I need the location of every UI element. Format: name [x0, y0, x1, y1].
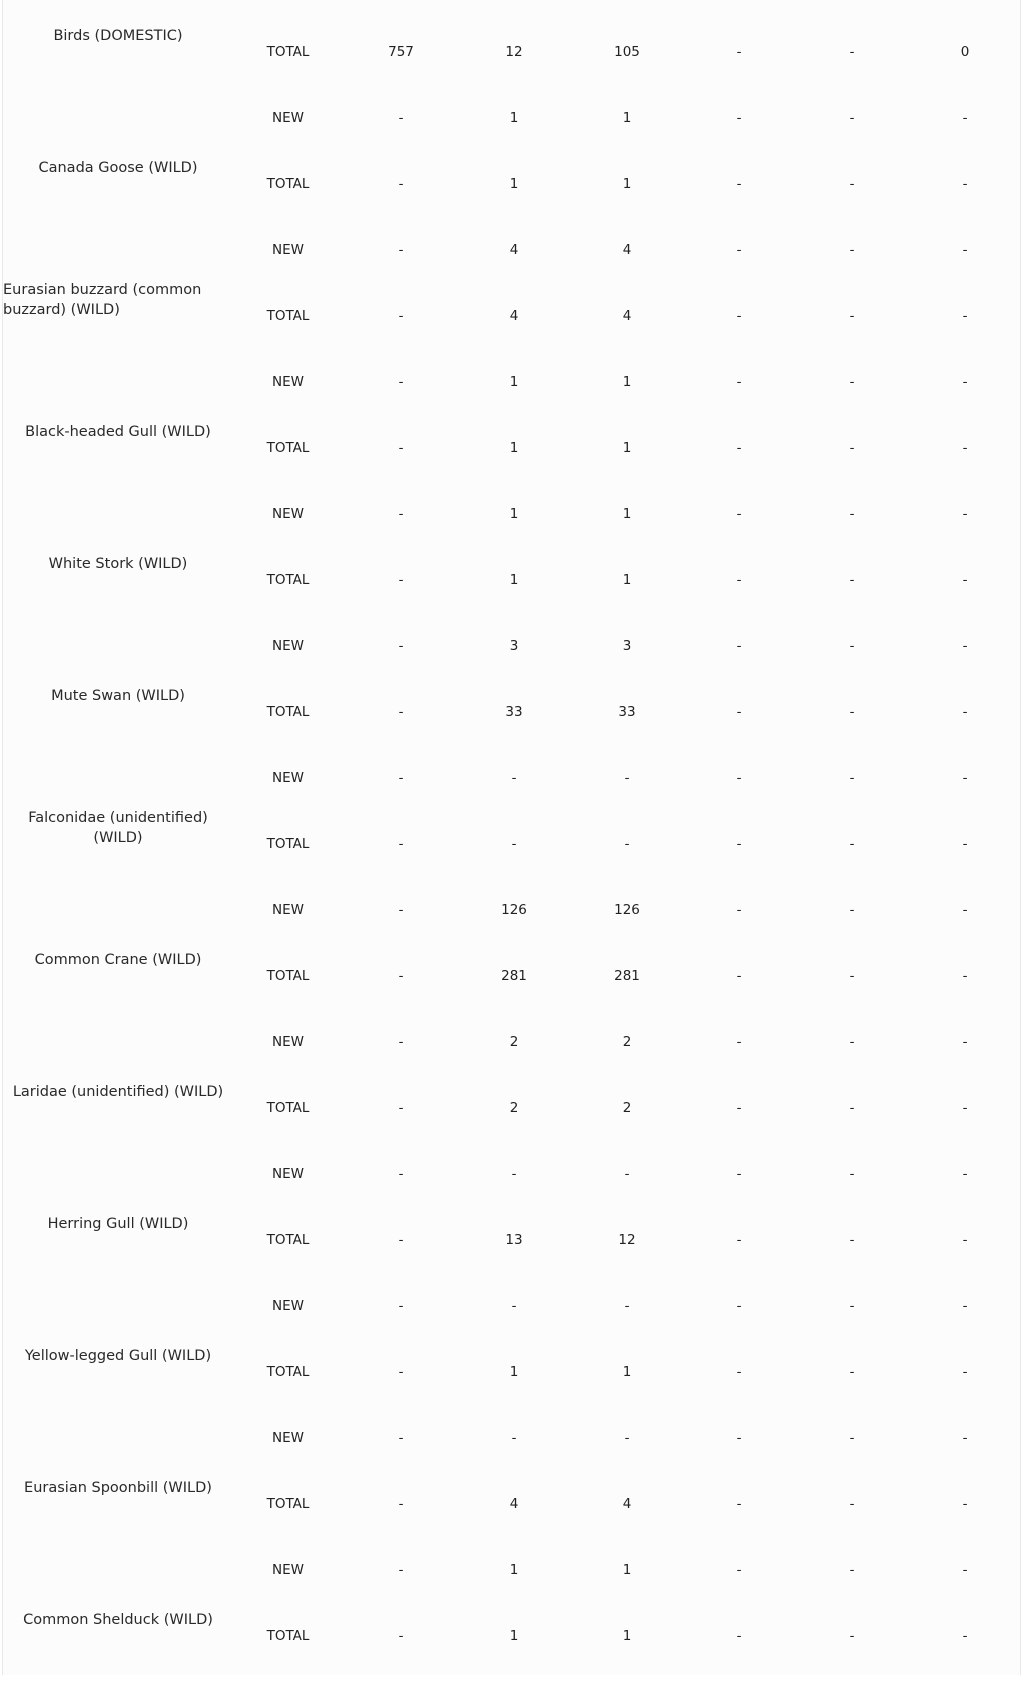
value-cell: -: [962, 836, 968, 852]
value-cell: -: [511, 1298, 517, 1314]
row-label: TOTAL: [266, 1364, 310, 1380]
value-cell: 3: [509, 638, 519, 654]
total-row: [3, 1362, 1020, 1382]
total-row: [3, 1626, 1020, 1646]
new-row: [3, 1428, 1020, 1448]
value-cell: -: [624, 1298, 630, 1314]
total-row: [3, 702, 1020, 722]
value-cell: -: [398, 1232, 404, 1248]
species-name: Mute Swan (WILD): [51, 688, 185, 704]
row-label: TOTAL: [266, 1628, 310, 1644]
value-cell: 1: [509, 374, 519, 390]
value-cell: -: [398, 1628, 404, 1644]
new-row: [3, 108, 1020, 128]
new-row: [3, 504, 1020, 524]
outbreak-table: [2, 0, 1021, 1675]
species-name: Laridae (unidentified) (WILD): [12, 1084, 224, 1100]
value-cell: -: [962, 1496, 968, 1512]
species-group: [3, 1158, 1020, 1290]
value-cell: -: [398, 440, 404, 456]
value-cell: -: [398, 242, 404, 258]
value-cell: -: [736, 572, 742, 588]
species-group: [3, 630, 1020, 762]
value-cell: -: [398, 1100, 404, 1116]
value-cell: -: [962, 638, 968, 654]
value-cell: -: [736, 968, 742, 984]
value-cell: -: [849, 242, 855, 258]
value-cell: 4: [509, 308, 519, 324]
value-cell: -: [962, 1166, 968, 1182]
total-row: [3, 306, 1020, 326]
value-cell: -: [398, 968, 404, 984]
value-cell: -: [849, 440, 855, 456]
value-cell: -: [624, 1166, 630, 1182]
value-cell: -: [736, 1166, 742, 1182]
row-label: NEW: [272, 902, 304, 918]
value-cell: -: [962, 242, 968, 258]
row-label: TOTAL: [266, 704, 310, 720]
value-cell: 1: [509, 1562, 519, 1578]
total-row: [3, 42, 1020, 62]
value-cell: 1: [509, 176, 519, 192]
species-name: Black-headed Gull (WILD): [25, 424, 211, 440]
species-group: [3, 366, 1020, 498]
value-cell: -: [398, 308, 404, 324]
row-label: TOTAL: [266, 836, 310, 852]
value-cell: 1: [622, 110, 632, 126]
value-cell: 12: [618, 1232, 636, 1248]
species-name: Birds (DOMESTIC): [53, 28, 183, 44]
value-cell: -: [849, 1430, 855, 1446]
row-label: TOTAL: [266, 968, 310, 984]
total-row: [3, 1494, 1020, 1514]
value-cell: 3: [622, 638, 632, 654]
value-cell: -: [962, 1298, 968, 1314]
row-label: TOTAL: [266, 572, 310, 588]
value-cell: 1: [509, 440, 519, 456]
value-cell: 126: [501, 902, 527, 918]
species-name: Eurasian buzzard (common buzzard) (WILD): [3, 282, 202, 318]
value-cell: 1: [509, 1628, 519, 1644]
value-cell: 126: [614, 902, 640, 918]
new-row: [3, 1164, 1020, 1184]
species-group: [3, 0, 1020, 102]
row-label: NEW: [272, 242, 304, 258]
species-group: [3, 498, 1020, 630]
value-cell: -: [736, 374, 742, 390]
value-cell: -: [736, 1100, 742, 1116]
value-cell: -: [849, 1232, 855, 1248]
value-cell: -: [849, 44, 855, 60]
row-label: NEW: [272, 1034, 304, 1050]
value-cell: -: [849, 110, 855, 126]
value-cell: -: [962, 902, 968, 918]
value-cell: -: [398, 374, 404, 390]
value-cell: -: [736, 308, 742, 324]
value-cell: 1: [622, 506, 632, 522]
value-cell: -: [962, 176, 968, 192]
value-cell: -: [849, 1034, 855, 1050]
value-cell: -: [736, 44, 742, 60]
new-row: [3, 900, 1020, 920]
value-cell: 1: [509, 572, 519, 588]
species-group: [3, 1026, 1020, 1158]
species-group: [3, 1554, 1020, 1686]
value-cell: -: [736, 1628, 742, 1644]
value-cell: -: [624, 1430, 630, 1446]
value-cell: -: [962, 506, 968, 522]
value-cell: -: [511, 770, 517, 786]
row-label: TOTAL: [266, 440, 310, 456]
value-cell: -: [849, 308, 855, 324]
value-cell: -: [849, 1298, 855, 1314]
species-name: White Stork (WILD): [48, 556, 188, 572]
value-cell: -: [849, 1364, 855, 1380]
species-group: [3, 762, 1020, 894]
value-cell: -: [962, 770, 968, 786]
value-cell: 4: [509, 242, 519, 258]
value-cell: -: [511, 836, 517, 852]
new-row: [3, 372, 1020, 392]
value-cell: -: [962, 1628, 968, 1644]
new-row: [3, 1560, 1020, 1580]
value-cell: 4: [622, 1496, 632, 1512]
value-cell: -: [398, 704, 404, 720]
row-label: TOTAL: [266, 1496, 310, 1512]
value-cell: -: [398, 1166, 404, 1182]
value-cell: 1: [622, 176, 632, 192]
value-cell: 33: [618, 704, 636, 720]
total-row: [3, 834, 1020, 854]
value-cell: -: [736, 110, 742, 126]
value-cell: 4: [509, 1496, 519, 1512]
value-cell: -: [398, 836, 404, 852]
value-cell: 2: [509, 1100, 519, 1116]
value-cell: 4: [622, 308, 632, 324]
value-cell: -: [849, 902, 855, 918]
value-cell: -: [962, 1562, 968, 1578]
value-cell: -: [849, 1166, 855, 1182]
species-name: Canada Goose (WILD): [38, 160, 198, 176]
row-label: TOTAL: [266, 1232, 310, 1248]
value-cell: -: [849, 770, 855, 786]
value-cell: -: [736, 770, 742, 786]
total-row: [3, 1230, 1020, 1250]
value-cell: -: [962, 1364, 968, 1380]
value-cell: -: [962, 1100, 968, 1116]
species-name: Herring Gull (WILD): [47, 1216, 189, 1232]
value-cell: -: [398, 506, 404, 522]
value-cell: -: [849, 1562, 855, 1578]
value-cell: 1: [622, 1562, 632, 1578]
value-cell: -: [398, 176, 404, 192]
value-cell: -: [398, 902, 404, 918]
value-cell: -: [736, 1298, 742, 1314]
value-cell: -: [624, 836, 630, 852]
value-cell: -: [962, 1034, 968, 1050]
species-group: [3, 1290, 1020, 1422]
value-cell: -: [736, 1034, 742, 1050]
value-cell: 2: [622, 1034, 632, 1050]
value-cell: -: [398, 1496, 404, 1512]
value-cell: -: [624, 770, 630, 786]
value-cell: 4: [622, 242, 632, 258]
species-group: [3, 102, 1020, 234]
value-cell: 1: [509, 1364, 519, 1380]
value-cell: -: [962, 110, 968, 126]
value-cell: -: [736, 1496, 742, 1512]
total-row: [3, 570, 1020, 590]
row-label: NEW: [272, 1430, 304, 1446]
value-cell: 281: [501, 968, 527, 984]
value-cell: -: [849, 1628, 855, 1644]
value-cell: -: [962, 374, 968, 390]
total-row: [3, 438, 1020, 458]
value-cell: -: [736, 176, 742, 192]
value-cell: 1: [622, 374, 632, 390]
value-cell: -: [511, 1166, 517, 1182]
value-cell: -: [736, 902, 742, 918]
value-cell: -: [962, 1430, 968, 1446]
species-group: [3, 234, 1020, 366]
value-cell: 757: [388, 44, 414, 60]
row-label: TOTAL: [266, 308, 310, 324]
value-cell: -: [398, 1364, 404, 1380]
value-cell: -: [736, 1430, 742, 1446]
species-name: Common Shelduck (WILD): [23, 1612, 213, 1628]
new-row: [3, 768, 1020, 788]
value-cell: 13: [505, 1232, 523, 1248]
value-cell: 1: [622, 1628, 632, 1644]
value-cell: 281: [614, 968, 640, 984]
value-cell: -: [398, 1034, 404, 1050]
species-name: Eurasian Spoonbill (WILD): [24, 1480, 212, 1496]
value-cell: 1: [509, 110, 519, 126]
row-label: TOTAL: [266, 1100, 310, 1116]
value-cell: -: [849, 176, 855, 192]
value-cell: -: [398, 110, 404, 126]
value-cell: -: [398, 770, 404, 786]
value-cell: -: [736, 836, 742, 852]
new-row: [3, 1296, 1020, 1316]
value-cell: -: [736, 704, 742, 720]
value-cell: -: [849, 704, 855, 720]
value-cell: -: [398, 1562, 404, 1578]
value-cell: -: [962, 308, 968, 324]
value-cell: -: [398, 638, 404, 654]
new-row: [3, 1032, 1020, 1052]
row-label: NEW: [272, 638, 304, 654]
value-cell: -: [849, 968, 855, 984]
value-cell: 33: [505, 704, 523, 720]
value-cell: 0: [960, 44, 970, 60]
value-cell: -: [962, 968, 968, 984]
value-cell: -: [849, 638, 855, 654]
species-group: [3, 1422, 1020, 1554]
value-cell: 1: [509, 506, 519, 522]
row-label: NEW: [272, 1166, 304, 1182]
value-cell: -: [736, 638, 742, 654]
value-cell: -: [511, 1430, 517, 1446]
total-row: [3, 174, 1020, 194]
row-label: NEW: [272, 1298, 304, 1314]
value-cell: -: [849, 506, 855, 522]
value-cell: -: [398, 1430, 404, 1446]
value-cell: -: [736, 506, 742, 522]
value-cell: -: [736, 242, 742, 258]
value-cell: 1: [622, 572, 632, 588]
total-row: [3, 966, 1020, 986]
value-cell: -: [849, 374, 855, 390]
value-cell: -: [398, 572, 404, 588]
row-label: NEW: [272, 374, 304, 390]
value-cell: -: [849, 1100, 855, 1116]
species-name: Falconidae (unidentified) (WILD): [28, 810, 208, 846]
species-group: [3, 894, 1020, 1026]
value-cell: -: [736, 1232, 742, 1248]
species-name: Common Crane (WILD): [34, 952, 202, 968]
value-cell: -: [849, 836, 855, 852]
value-cell: -: [962, 704, 968, 720]
row-label: TOTAL: [266, 176, 310, 192]
value-cell: -: [736, 1364, 742, 1380]
value-cell: 1: [622, 1364, 632, 1380]
value-cell: -: [736, 440, 742, 456]
value-cell: -: [962, 572, 968, 588]
value-cell: 2: [622, 1100, 632, 1116]
row-label: NEW: [272, 770, 304, 786]
value-cell: -: [849, 1496, 855, 1512]
new-row: [3, 636, 1020, 656]
row-label: NEW: [272, 506, 304, 522]
row-label: NEW: [272, 110, 304, 126]
row-label: NEW: [272, 1562, 304, 1578]
total-row: [3, 1098, 1020, 1118]
value-cell: -: [962, 440, 968, 456]
value-cell: -: [962, 1232, 968, 1248]
row-label: TOTAL: [266, 44, 310, 60]
value-cell: 105: [614, 44, 640, 60]
value-cell: -: [398, 1298, 404, 1314]
new-row: [3, 240, 1020, 260]
value-cell: -: [849, 572, 855, 588]
value-cell: 2: [509, 1034, 519, 1050]
value-cell: 1: [622, 440, 632, 456]
species-name: Yellow-legged Gull (WILD): [24, 1348, 212, 1364]
value-cell: 12: [505, 44, 523, 60]
value-cell: -: [736, 1562, 742, 1578]
